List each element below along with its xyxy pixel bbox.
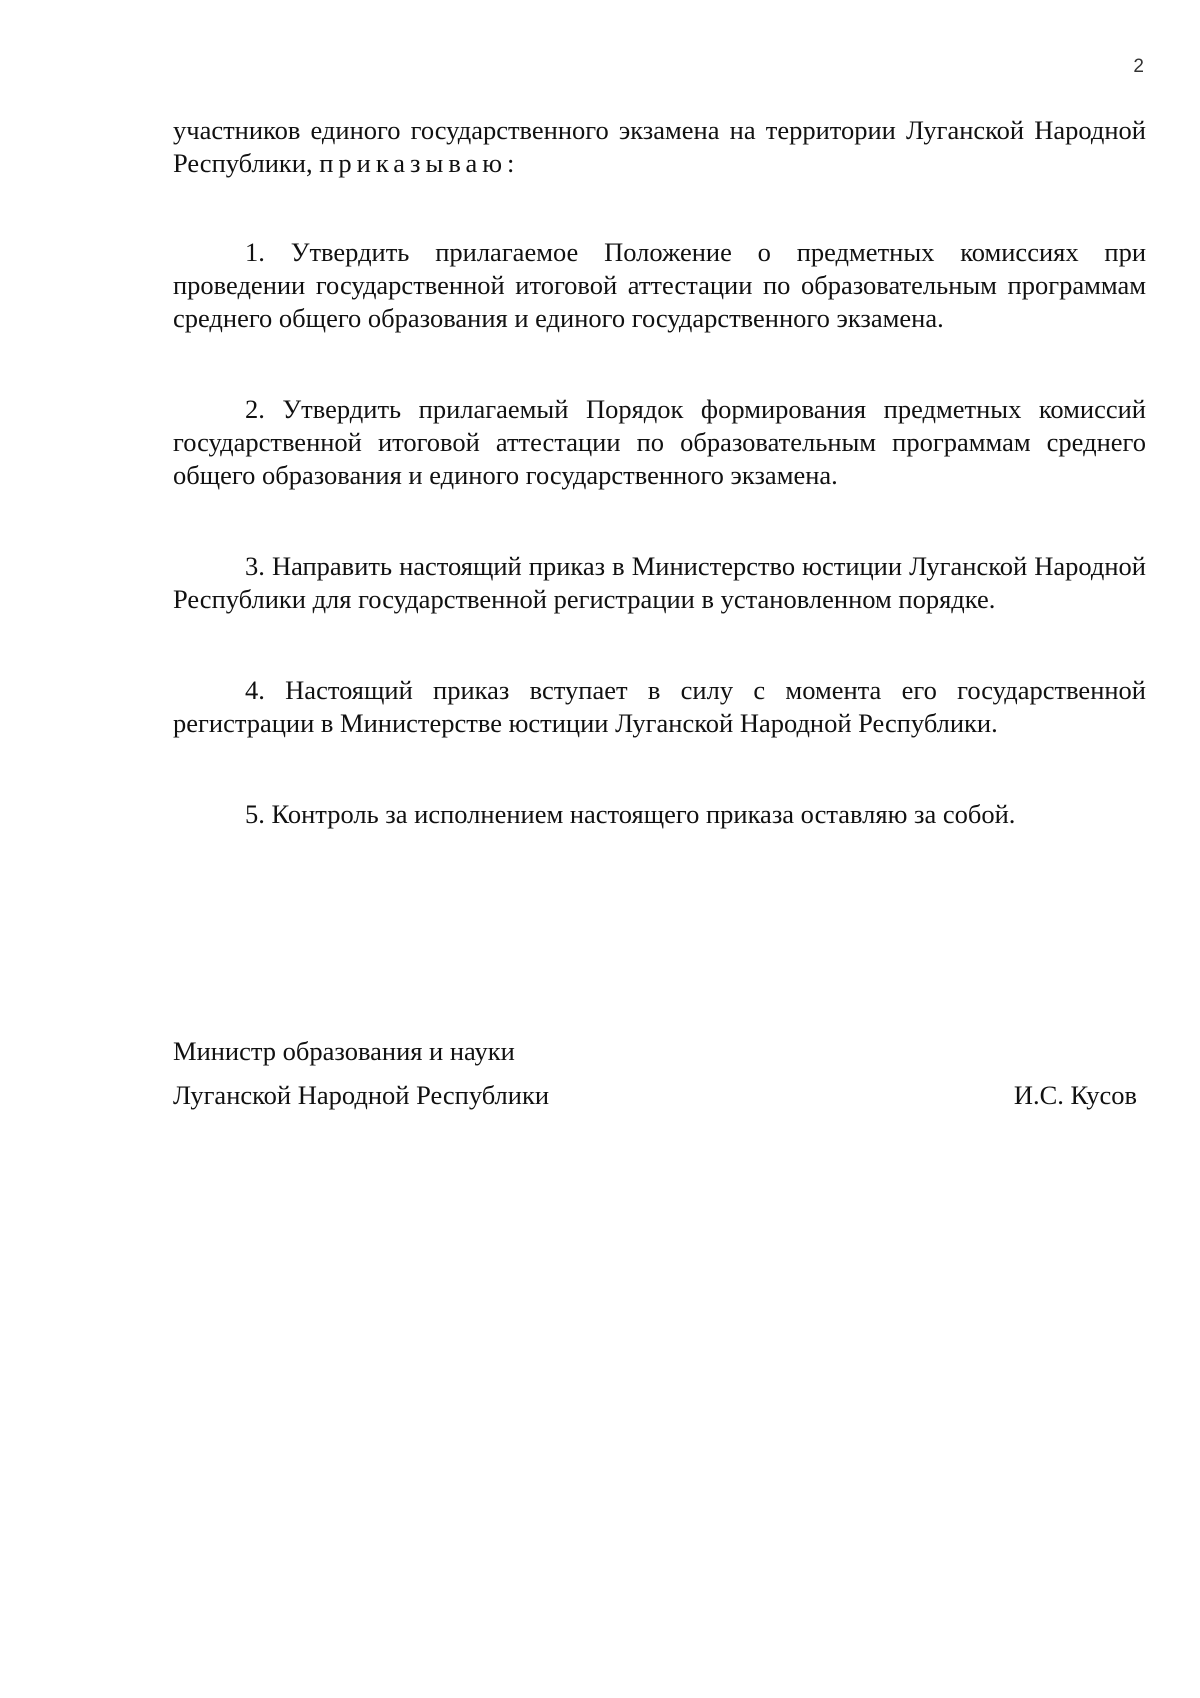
signature-line-2 [173,1080,1137,1124]
intro-text: участников единого государственного экзамена на территории Луганской Народной Республики, [173,115,1146,178]
order-item-5 [173,798,1146,831]
order-item-3 [173,550,1146,616]
order-item-4 [173,674,1146,740]
signature-block [173,1036,1137,1124]
signer-position-line2: Луганской Народной Республики [173,1080,550,1110]
item-number: 3. [245,551,265,581]
order-word: приказываю: [319,148,520,178]
signer-name: И.С. Кусов [1013,1080,1137,1110]
item-number: 2. [245,394,265,424]
item-text: Утвердить прилагаемое Положение о предметных комиссиях при проведении государственной итоговой аттестации по образовательным программам среднего общего образования и единого государственного экзамена. [173,237,1147,333]
item-number: 5. [245,799,265,829]
order-item-1 [173,236,1146,335]
order-item-2 [173,393,1146,492]
page-number: 2 [1133,56,1144,77]
item-text: Направить настоящий приказ в Министерство юстиции Луганской Народной Республики для государственной регистрации в установленном порядке. [173,551,1146,614]
item-number: 1. [245,237,265,267]
signature-line-1 [173,1036,1137,1080]
document-body [173,114,1146,889]
item-number: 4. [245,675,265,705]
signer-position-line1: Министр образования и науки [173,1036,515,1066]
intro-paragraph [173,114,1146,180]
item-text: Контроль за исполнением настоящего приказа оставляю за собой. [271,799,1016,829]
item-text: Утвердить прилагаемый Порядок формирования предметных комиссий государственной итоговой аттестации по образовательным программам среднего общего образования и единого государственного экзамена. [173,394,1146,490]
item-text: Настоящий приказ вступает в силу с момента его государственной регистрации в Министерстве юстиции Луганской Народной Республики. [173,675,1146,738]
